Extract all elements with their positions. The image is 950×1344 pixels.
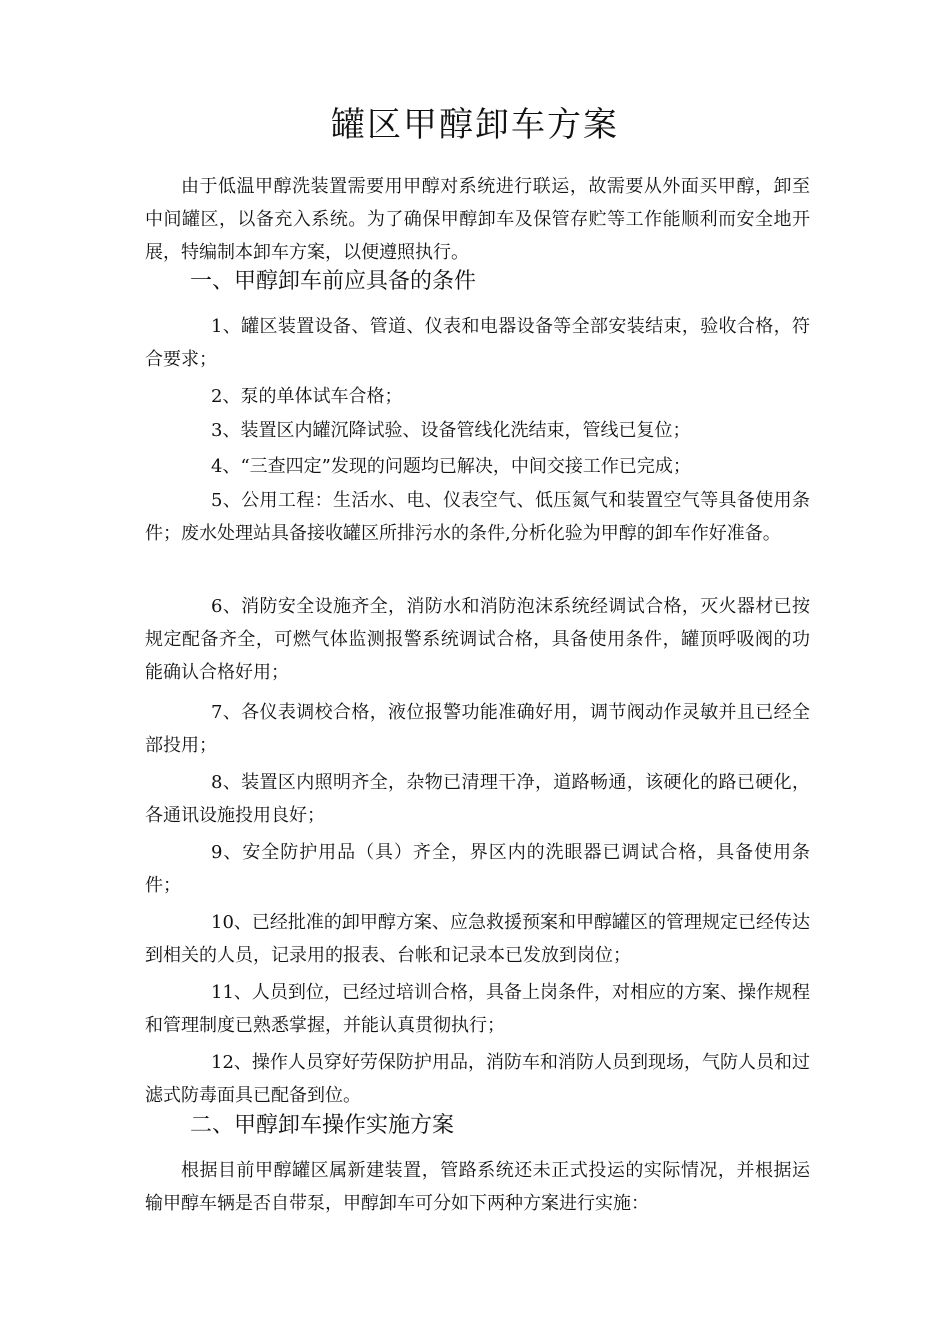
condition-item-5: 5、公用工程：生活水、电、仪表空气、低压氮气和装置空气等具备使用条件；废水处理站具备接收罐区所排污水的条件,分析化验为甲醇的卸车作好准备。 [145, 490, 810, 544]
page-title: 罐区甲醇卸车方案 [331, 105, 619, 145]
section-1-heading: 一、甲醇卸车前应具备的条件 [190, 269, 477, 294]
condition-item-12: 12、操作人员穿好劳保防护用品，消防车和消防人员到现场，气防人员和过滤式防毒面具已配备到位。 [145, 1052, 810, 1106]
condition-item-10: 10、已经批准的卸甲醇方案、应急救援预案和甲醇罐区的管理规定已经传达到相关的人员，记录用的报表、台帐和记录本已发放到岗位； [145, 912, 810, 966]
section-2-heading: 二、甲醇卸车操作实施方案 [190, 1113, 455, 1138]
condition-item-11: 11、人员到位，已经过培训合格，具备上岗条件，对相应的方案、操作规程和管理制度已熟悉掌握，并能认真贯彻执行； [145, 982, 810, 1036]
section-2-intro: 根据目前甲醇罐区属新建装置，管路系统还未正式投运的实际情况，并根据运输甲醇车辆是否自带泵，甲醇卸车可分如下两种方案进行实施： [145, 1160, 810, 1214]
condition-item-8: 8、装置区内照明齐全，杂物已清理干净，道路畅通，该硬化的路已硬化，各通讯设施投用良好； [145, 772, 810, 826]
condition-item-6: 6、消防安全设施齐全，消防水和消防泡沫系统经调试合格，灭火器材已按规定配备齐全，可燃气体监测报警系统调试合格，具备使用条件，罐顶呼吸阀的功能确认合格好用； [145, 596, 810, 683]
condition-item-4: 4、“三查四定”发现的问题均已解决，中间交接工作已完成； [211, 456, 691, 477]
condition-item-7: 7、各仪表调校合格，液位报警功能准确好用，调节阀动作灵敏并且已经全部投用； [145, 702, 810, 756]
condition-item-3: 3、装置区内罐沉降试验、设备管线化洗结束，管线已复位； [211, 420, 691, 441]
condition-item-9: 9、安全防护用品（具）齐全，界区内的洗眼器已调试合格，具备使用条件； [145, 842, 810, 896]
condition-item-1: 1、罐区装置设备、管道、仪表和电器设备等全部安装结束，验收合格，符合要求； [145, 316, 810, 370]
condition-item-2: 2、泵的单体试车合格； [211, 386, 403, 407]
intro-paragraph: 由于低温甲醇洗装置需要用甲醇对系统进行联运，故需要从外面买甲醇，卸至中间罐区，以备充入系统。为了确保甲醇卸车及保管存贮等工作能顺利而安全地开展，特编制本卸车方案，以便遵照执行。 [145, 176, 810, 263]
